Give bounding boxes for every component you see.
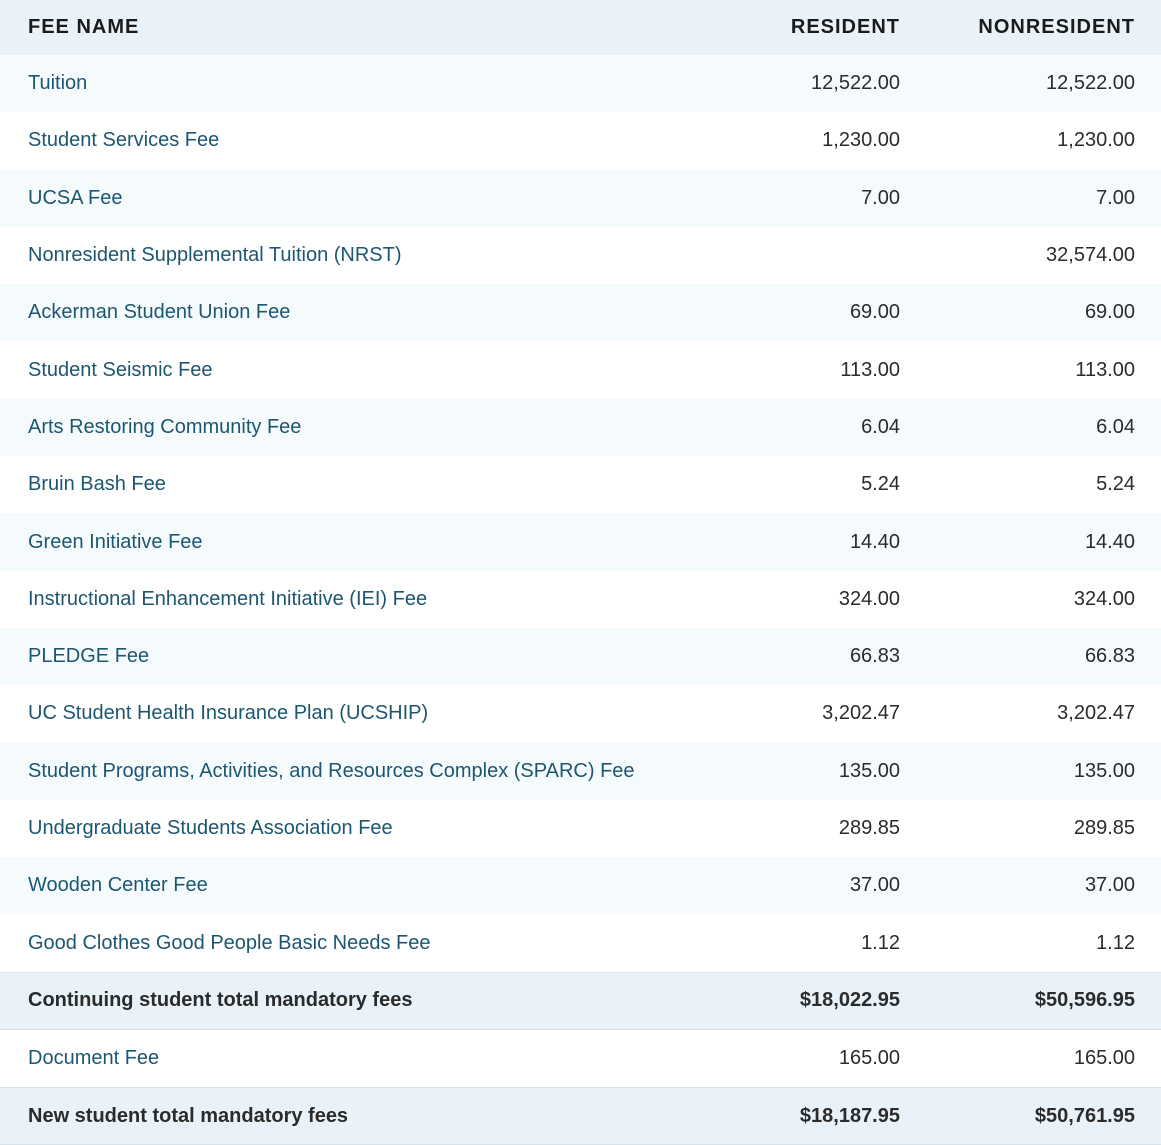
table-row (0, 55, 1161, 112)
nonresident-amount-cell: 113.00 (1075, 358, 1135, 381)
column-header-nonresident: NONRESIDENT (978, 16, 1135, 38)
new-total-resident: $18,187.95 (799, 1104, 900, 1127)
nonresident-amount-cell: 32,574.00 (1046, 244, 1135, 267)
resident-amount-cell: 1.12 (861, 931, 900, 954)
nonresident-amount-cell: 3,202.47 (1057, 702, 1135, 725)
fee-name-cell: Wooden Center Fee (28, 874, 208, 897)
new-total-row (0, 1087, 1161, 1145)
table-row (0, 800, 1161, 857)
fee-name-cell: PLEDGE Fee (28, 645, 150, 668)
resident-amount-cell: 14.40 (849, 530, 900, 553)
nonresident-amount-cell: 66.83 (1084, 645, 1135, 668)
fee-name-cell: Bruin Bash Fee (28, 473, 166, 496)
document-fee-nonresident: 165.00 (1073, 1046, 1135, 1069)
continuing-total-resident: $18,022.95 (799, 989, 900, 1012)
fee-name-cell: Arts Restoring Community Fee (28, 415, 302, 438)
document-fee-row (0, 1030, 1161, 1087)
nonresident-amount-cell: 135.00 (1073, 759, 1135, 782)
fee-name-cell: Ackerman Student Union Fee (28, 301, 291, 324)
new-total-label: New student total mandatory fees (28, 1104, 349, 1127)
new-total-nonresident: $50,761.95 (1034, 1104, 1135, 1127)
table-row (0, 284, 1161, 341)
continuing-total-label: Continuing student total mandatory fees (28, 989, 413, 1012)
table-row (0, 399, 1161, 456)
document-fee-label: Document Fee (28, 1046, 160, 1069)
document-fee-resident: 165.00 (838, 1046, 900, 1069)
fee-name-cell: Undergraduate Students Association Fee (28, 817, 393, 839)
resident-amount-cell: 3,202.47 (822, 702, 900, 725)
fee-name-cell: Student Services Fee (28, 129, 220, 152)
nonresident-amount-cell: 6.04 (1096, 415, 1135, 438)
fee-name-cell: Instructional Enhancement Initiative (IEI) Fee (28, 587, 428, 610)
resident-amount-cell: 66.83 (849, 645, 900, 668)
fee-name-cell: Student Programs, Activities, and Resources Complex (SPARC) Fee (28, 759, 635, 782)
resident-amount-cell: 37.00 (849, 874, 900, 897)
table-row (0, 170, 1161, 227)
resident-amount-cell: 6.04 (861, 415, 900, 438)
table-row (0, 571, 1161, 628)
nonresident-amount-cell: 324.00 (1073, 587, 1135, 610)
table-row (0, 914, 1161, 971)
nonresident-amount-cell: 7.00 (1096, 186, 1135, 209)
fee-name-cell: Good Clothes Good People Basic Needs Fee (28, 931, 431, 954)
nonresident-amount-cell: 1,230.00 (1057, 129, 1135, 152)
continuing-total-row (0, 972, 1161, 1030)
fee-rows (0, 55, 1161, 972)
fee-name-cell: Nonresident Supplemental Tuition (NRST) (28, 244, 402, 267)
nonresident-amount-cell: 5.24 (1096, 473, 1135, 496)
resident-amount-cell: 135.00 (838, 759, 900, 782)
resident-amount-cell: 69.00 (849, 301, 900, 324)
table-row (0, 513, 1161, 570)
table-row (0, 227, 1161, 284)
fee-name-cell: Student Seismic Fee (28, 358, 213, 381)
nonresident-amount-cell: 69.00 (1084, 301, 1135, 324)
table-header-row (0, 0, 1161, 55)
continuing-total-nonresident: $50,596.95 (1034, 989, 1135, 1012)
table-row (0, 628, 1161, 685)
table-row (0, 112, 1161, 169)
fee-name-cell: UC Student Health Insurance Plan (UCSHIP) (28, 702, 429, 725)
resident-amount-cell: 113.00 (840, 358, 900, 381)
nonresident-amount-cell: 37.00 (1084, 874, 1135, 897)
resident-amount-cell: 324.00 (838, 587, 900, 610)
resident-amount-cell: 7.00 (861, 186, 900, 209)
column-header-resident: RESIDENT (790, 16, 900, 38)
resident-amount-cell: 5.24 (861, 473, 900, 496)
table-row (0, 341, 1161, 398)
nonresident-amount-cell: 289.85 (1073, 817, 1135, 839)
resident-amount-cell: 289.85 (838, 817, 900, 839)
table-row (0, 456, 1161, 513)
resident-amount-cell: 12,522.00 (811, 72, 900, 95)
nonresident-amount-cell: 12,522.00 (1046, 72, 1135, 95)
fee-name-cell: Tuition (28, 72, 88, 95)
resident-amount-cell: 1,230.00 (822, 129, 900, 152)
nonresident-amount-cell: 14.40 (1084, 530, 1135, 553)
column-header-fee-name: FEE NAME (28, 16, 140, 38)
nonresident-amount-cell: 1.12 (1096, 931, 1135, 954)
table-row (0, 857, 1161, 914)
fee-name-cell: UCSA Fee (28, 186, 123, 209)
table-row (0, 743, 1161, 800)
table-row (0, 685, 1161, 742)
fee-name-cell: Green Initiative Fee (28, 530, 203, 553)
